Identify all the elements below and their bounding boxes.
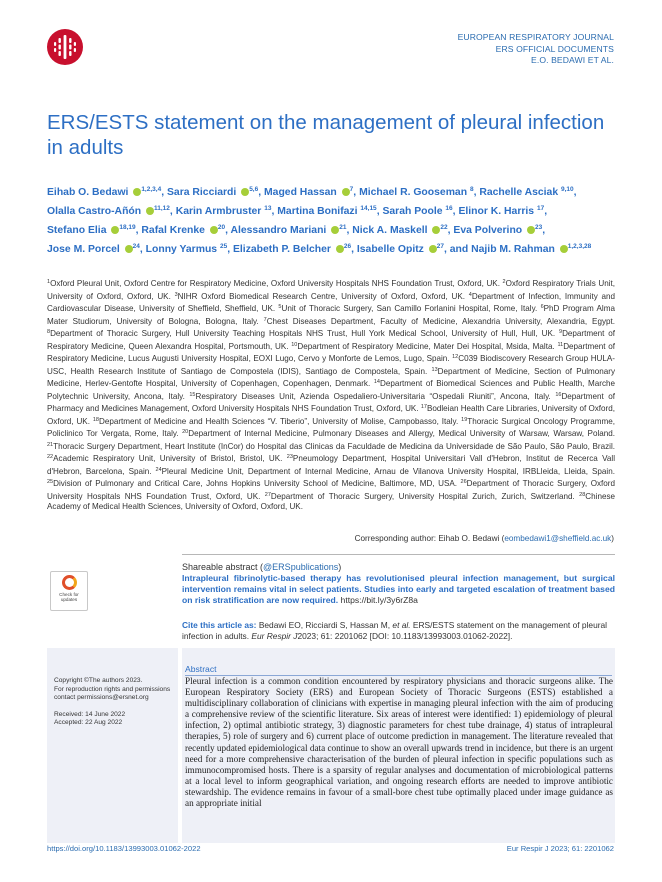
affiliation-number: 27	[264, 491, 271, 498]
author-affiliation-marks: 1,2,3,28	[567, 243, 592, 250]
affiliation-number: 5	[278, 304, 282, 310]
shareable-text	[182, 573, 615, 606]
author-affiliation-marks: 5,6	[249, 186, 259, 193]
author-affiliation-marks: 27	[436, 243, 444, 250]
article-title: ERS/ESTS statement on the management of pleural infection in adults	[47, 111, 605, 159]
abstract-heading: Abstract	[185, 664, 217, 674]
affiliation-text: Department of Respiratory Medicine, Lucus Augusti University Hospital, EOXI Lugo, Cervo y Monforte de Lemos, Lugo, Spain.	[47, 341, 615, 363]
copyright-notice: Copyright ©The authors 2023.	[54, 677, 143, 684]
affiliation-number: 16	[555, 391, 562, 398]
footer-citation: Eur Respir J 2023; 61: 2201062	[506, 844, 614, 853]
author-name	[264, 187, 353, 198]
author-name-text: Michael R. Gooseman	[359, 187, 470, 198]
affiliation-text: PhD Program Alma Mater Studiorum, University of Bologna, Bologna, Italy.	[47, 304, 615, 326]
author-name-text: Sara Ricciardi	[166, 187, 240, 198]
affiliation-text: Respiratory Diseases Unit, Azienda Ospedaliero-Universitaria “Ospedali Riuniti”, Ancona, Italy.	[195, 391, 556, 401]
cite-et-al: et al.	[392, 620, 411, 630]
shareable-label-close: )	[338, 562, 342, 572]
author-name-text: Rachelle Asciak	[479, 187, 561, 198]
affiliation-text: Unit of Thoracic Surgery, San Camillo Forlanini Hospital, Rome, Italy.	[281, 304, 541, 313]
check-updates-text	[51, 592, 87, 602]
affiliation-text: C039 Biodiscovery Research Group HULA-USC, Health Research Institute of Santiago de Compostela (IDIS), Santiago de Compostela, Spain.	[47, 354, 615, 376]
affiliation-number: 28	[579, 491, 586, 498]
affiliation-number: 21	[47, 441, 54, 448]
affiliation-number: 25	[47, 479, 54, 485]
author-name	[357, 244, 444, 255]
author-name-text: Rafal Krenke	[141, 225, 208, 236]
affiliation-text: Department of Internal Medicine, Pulmonary Diseases and Allergy, Medical University of Warsaw, Warsaw, Poland.	[188, 429, 616, 438]
received-date: Received: 14 June 2022	[54, 710, 126, 718]
affiliation-text: Chinese Academy of Medical Health Sciences, University of Oxford, Oxford, UK.	[47, 491, 615, 511]
orcid-icon[interactable]	[125, 245, 133, 253]
orcid-icon[interactable]	[210, 226, 218, 234]
orcid-icon[interactable]	[560, 245, 568, 253]
check-updates-line2: updates	[60, 597, 78, 603]
author-affiliation-marks: 23	[535, 224, 543, 231]
shareable-label: Shareable abstract (	[182, 562, 264, 572]
author-name-text: Karin Armbruster	[175, 206, 265, 217]
author-affiliation-marks: 8	[469, 186, 474, 193]
affiliations	[47, 277, 615, 513]
affiliation-number: 4	[468, 291, 472, 298]
abstract-body: Pleural infection is a common condition encountered by respiratory physicians and thoracic surgeons alike. The European Respiratory Society (ERS) and European Society of Thoracic Surgeons (ESTS) established a multidisciplinary collaboration of clinicians with expertise in managing pleural infection with the aim of producing a comprehensive review of the scientific literature. Six areas of interest were identified: 1) epidemiology of pleural infection, 2) optimal antibiotic strategy, 3) diagnostic parameters for chest tube drainage, 4) status of intrapleural therapies, 5) role of surgery and 6) current place of outcome prediction in management. The literature revealed that recently updated epidemiological data continue to show an overall upwards trend in incidence, but there is an urgent need for a more comprehensive characterisation of the burden of pleural infection in specific populations such as immunocompromised hosts. There is a sparsity of regular analyses and documentation of microbiological patterns at a local level to inform geographical variation, and ongoing research efforts are needed to improve antibiotic stewardship. The evidence remains in favour of a small-bore chest tube optimally placed under image guidance as an appropriate initial	[185, 676, 613, 809]
corresponding-email-link[interactable]: eombedawi1@sheffield.ac.uk	[504, 534, 612, 543]
affiliation-text: Department of Respiratory Medicine, Queen Alexandra Hospital, Portsmouth, UK.	[47, 329, 615, 351]
affiliation-number: 7	[263, 316, 267, 323]
author-name-text: Lonny Yarmus	[145, 244, 220, 255]
author-name-text: Martina Bonifazi	[277, 206, 361, 217]
reproduction-rights: For reproduction rights and permissions contact permissions@ersnet.org	[54, 685, 171, 702]
affiliation-number: 9	[559, 329, 563, 335]
affiliation-text: NIHR Oxford Biomedical Research Centre, University of Oxford, Oxford, UK.	[177, 291, 469, 301]
author-name-text: Najib M. Rahman	[471, 244, 558, 255]
doi-link[interactable]: https://doi.org/10.1183/13993003.01062-2022	[47, 844, 201, 853]
twitter-handle-link[interactable]: @ERSpublications	[263, 562, 339, 572]
affiliation-number: 19	[461, 416, 468, 423]
corresponding-author	[355, 534, 614, 543]
divider	[182, 554, 615, 555]
check-updates-line1: Check for	[59, 592, 79, 597]
affiliation-text: Thoracic Surgical Oncology Programme, Policlinico Tor Vergata, Rome, Italy.	[47, 416, 616, 438]
author-name	[230, 225, 346, 236]
author-name-text: Stefano Elia	[47, 225, 110, 236]
author-name	[382, 206, 452, 217]
author-name	[47, 206, 170, 217]
shareable-short-link[interactable]: https://bit.ly/3y6rZ8a	[340, 595, 418, 605]
author-name-text: Elizabeth P. Belcher	[232, 244, 334, 255]
author-name	[141, 225, 225, 236]
running-header	[458, 32, 614, 67]
orcid-icon[interactable]	[429, 245, 437, 253]
affiliation-text: Oxford Respiratory Trials Unit, University of Oxford, Oxford, UK.	[47, 279, 615, 301]
cite-journal: Eur Respir J	[251, 631, 298, 641]
cite-authors: Bedawi EO, Ricciardi S, Hassan M,	[258, 620, 391, 630]
article-info-text	[54, 677, 176, 728]
author-name	[167, 187, 258, 198]
author-name	[471, 244, 591, 255]
author-affiliation-marks: 13	[264, 205, 272, 212]
orcid-icon[interactable]	[241, 188, 249, 196]
affiliation-number: 11	[557, 341, 564, 348]
affiliation-number: 18	[92, 416, 99, 423]
author-name	[146, 244, 228, 255]
affiliation-text: Division of Pulmonary and Critical Care, Johns Hopkins University School of Medicine, Baltimore, MD, USA.	[53, 479, 461, 488]
author-affiliation-marks: 9,10	[561, 186, 574, 193]
author-name	[453, 225, 542, 236]
author-affiliation-marks: 25	[219, 243, 228, 250]
author-affiliation-marks: 26	[343, 243, 352, 250]
affiliation-number: 17	[420, 404, 427, 410]
affiliation-number: 10	[291, 341, 298, 348]
affiliation-text: Department of Thoracic Surgery, Oxford University Hospitals NHS Foundation Trust, Oxford, UK.	[47, 479, 615, 501]
affiliation-text: Department of Medicine, Section of Pulmonary Medicine, Herlev-Gentofte Hospital, University of Copenhagen, Copenhagen, Denmark.	[47, 366, 615, 388]
shareable-body: Intrapleural fibrinolytic-based therapy has revolutionised pleural infection management, but surgical intervention remains vital in select patients. Studies into early and targeted escalation of treatment based on risk stratification are now required.	[182, 573, 615, 605]
affiliation-text: Department of Thoracic Surgery, Hull University Teaching Hospitals NHS Trust, Hull York Medical School, University of Hull, Hull, UK.	[50, 329, 559, 338]
author-name-text: Olalla Castro-Añón	[47, 206, 144, 217]
author-name	[233, 244, 351, 255]
author-name	[47, 225, 136, 236]
author-name-text: Alessandro Mariani	[230, 225, 330, 236]
author-affiliation-marks: 1,2,3,4	[141, 186, 162, 193]
affiliation-number: 22	[47, 454, 54, 460]
section-name: ERS OFFICIAL DOCUMENTS	[495, 43, 614, 54]
author-affiliation-marks: 24	[132, 243, 140, 250]
author-name	[47, 244, 140, 255]
author-name	[352, 225, 447, 236]
affiliation-text: Oxford Pleural Unit, Oxford Centre for Respiratory Medicine, Oxford University Hospitals NHS Foundation Trust, Oxford, UK.	[50, 279, 503, 288]
author-name-text: Nick A. Maskell	[352, 225, 431, 236]
author-affiliation-marks: 11,12	[154, 205, 170, 212]
author-name-text: Maged Hassan	[264, 187, 340, 198]
author-affiliation-marks: 22	[440, 224, 448, 231]
affiliation-text: Department of Biomedical Sciences and Public Health, Marche Polytechnic University, Ancona, Italy.	[47, 379, 615, 401]
affiliation-text: Pneumology Department, Hospital Universitari Vall d'Hebron, Institut de Recerca Vall d'Hebron, Barcelona, Spain.	[47, 454, 615, 476]
affiliation-text: Pleural Medicine Unit, Department of Internal Medicine, Arnau de Vilanova University Hospital, IRBLleida, Lleida, Spain.	[161, 466, 615, 476]
affiliation-text: Department of Pharmacy and Medicines Management, Oxford University Hospitals NHS Foundation Trust, Oxford, UK.	[47, 391, 615, 413]
cite-this-article	[182, 620, 615, 642]
author-name	[176, 206, 272, 217]
shareable-heading	[182, 562, 615, 573]
ers-logo-icon	[47, 29, 83, 65]
shareable-abstract	[182, 562, 615, 606]
author-name-text: Sarah Poole	[382, 206, 446, 217]
affiliation-text: Academic Respiratory Unit, University of Bristol, Bristol, UK.	[53, 454, 287, 463]
author-name	[359, 187, 474, 198]
corresponding-close: )	[611, 534, 614, 543]
journal-name: EUROPEAN RESPIRATORY JOURNAL	[457, 32, 614, 42]
affiliation-number: 13	[431, 366, 438, 373]
corresponding-label: Corresponding author: Eihab O. Bedawi (	[354, 534, 505, 543]
check-for-updates-button[interactable]	[50, 571, 88, 611]
orcid-icon[interactable]	[336, 245, 344, 253]
author-affiliation-marks: 17	[536, 205, 545, 212]
author-affiliation-marks: 21	[339, 224, 347, 231]
affiliation-number: 26	[460, 479, 467, 485]
author-name-text: Elinor K. Harris	[458, 206, 537, 217]
author-affiliation-marks: 16	[445, 205, 453, 212]
affiliation-text: Department of Medicine and Health Sciences “V. Tiberio”, University of Molise, Campobasso, Italy.	[98, 416, 462, 426]
author-name	[277, 206, 376, 217]
affiliation-text: Bodleian Health Care Libraries, University of Oxford, Oxford, UK.	[47, 404, 615, 426]
check-updates-icon	[62, 575, 77, 590]
author-name	[458, 206, 544, 217]
author-affiliation-marks: 7	[349, 186, 354, 193]
affiliation-number: 14	[373, 379, 380, 385]
author-affiliation-marks: 14,15	[360, 205, 377, 212]
cite-label: Cite this article as:	[182, 620, 257, 630]
author-affiliation-marks: 18,19	[119, 224, 136, 231]
author-name	[479, 187, 573, 198]
affiliation-number: 2	[502, 279, 506, 285]
author-and: and	[449, 244, 469, 255]
author-name	[47, 187, 161, 198]
accepted-date: Accepted: 22 Aug 2022	[54, 719, 123, 727]
affiliation-text: Department of Respiratory Medicine, Mater Dei Hospital, Msida, Malta.	[297, 341, 558, 351]
author-name-text: Jose M. Porcel	[47, 244, 123, 255]
cite-title: ERS/ESTS statement on the management of pleural infection in adults.	[182, 620, 608, 641]
affiliation-number: 24	[155, 466, 162, 473]
affiliation-number: 6	[540, 304, 544, 310]
author-list: Eihab O. Bedawi $^{1,2,3,4}$, Sara Ricciardi $^{5,6}$, Maged Hassan $^7$, Michael R. Gooseman $^8$, Rachelle Asciak $^{9,10}$, Olalla Castro-Añón $^{11,12}$, Karin Armbruster $^{13}$, Martina Bonifazi $^{14,15}$, Sarah Poole $^{16}$, Elinor K. Harris $^{17}$, Stefano Elia $^{18,19}$, Rafal Krenke $^{20}$, Alessandro Mariani $^{21}$, Nick A. Maskell $^{22}$, Eva Polverino $^{23}$, Jose M. Porcel $^{24}$, Lonny Yarmus $^{25}$, Elizabeth P. Belcher $^{26}$, Isabelle Opitz $^{27}$, and Najib M. Rahman $^{1,2,3,28}$	[47, 186, 592, 255]
affiliation-number: 1	[47, 279, 51, 285]
author-name-text: Eva Polverino	[453, 225, 526, 236]
orcid-icon[interactable]	[342, 188, 350, 196]
author-name-text: Eihab O. Bedawi	[47, 187, 132, 198]
author-affiliation-marks: 20	[217, 224, 226, 231]
affiliation-number: 8	[47, 329, 51, 335]
affiliation-number: 15	[189, 391, 196, 398]
orcid-icon[interactable]	[146, 207, 154, 215]
affiliation-text: Chest Diseases Department, Faculty of Medicine, Alexandria University, Alexandria, Egypt.	[266, 316, 615, 326]
affiliation-number: 12	[452, 354, 459, 360]
cite-details: 2023; 61: 2201062 [DOI: 10.1183/13993003.01062-2022].	[297, 631, 513, 641]
affiliation-number: 20	[182, 429, 189, 435]
affiliation-number: 3	[174, 291, 178, 298]
affiliation-number: 23	[286, 454, 293, 460]
affiliation-text: Department of Infection, Immunity and Cardiovascular Disease, University of Sheffield, Sheffield, UK.	[47, 291, 615, 313]
author-name-text: Isabelle Opitz	[356, 244, 427, 255]
affiliation-text: Thoracic Surgery Department, Heart Institute (InCor) do Hospital das Clinicas da Faculdade de Medicina da Universidade de São Paulo, São Paulo, Brazil.	[53, 441, 615, 451]
orcid-icon[interactable]	[527, 226, 535, 234]
running-head: E.O. BEDAWI ET AL.	[531, 55, 614, 65]
affiliation-text: Department of Thoracic Surgery, University Hospital Zurich, Zurich, Switzerland.	[270, 491, 580, 501]
